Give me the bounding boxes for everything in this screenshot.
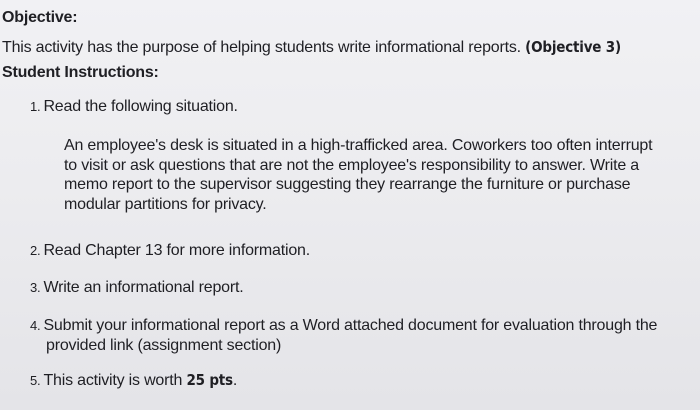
situation-line: to visit or ask questions that are not the employee's responsibility to answer. Write a [64, 156, 639, 174]
student-instructions-heading: Student Instructions: [2, 64, 159, 81]
situation-line: memo report to the supervisor suggesting they rearrange the furniture or purchase [64, 176, 631, 193]
objective-purpose-line [2, 37, 621, 58]
instruction-item-1 [30, 97, 238, 117]
item-number: 5. [30, 373, 41, 388]
situation-paragraph [64, 136, 679, 214]
points-value: 25 pts [186, 371, 233, 389]
objective-reference: (Objective 3) [525, 38, 621, 56]
item-text: Write an informational report. [43, 279, 244, 296]
item-text: Read the following situation. [43, 98, 238, 115]
instruction-item-4 [30, 316, 657, 336]
instruction-item-4-continued: provided link (assignment section) [46, 337, 282, 354]
item-number: 1. [30, 99, 41, 114]
item-end-punctuation: . [232, 372, 238, 389]
instruction-item-5 [30, 370, 237, 391]
item-text: Submit your informational report as a Word attached document for evaluation through the [43, 317, 658, 334]
situation-line: An employee's desk is situated in a high-trafficked area. Coworkers too often interrupt [64, 137, 653, 154]
item-number: 3. [30, 280, 41, 295]
instruction-item-3 [30, 278, 243, 298]
instruction-item-2 [30, 241, 310, 261]
item-text: Read Chapter 13 for more information. [43, 242, 310, 259]
situation-line: modular partitions for privacy. [64, 195, 267, 213]
item-text: This activity is worth [43, 372, 183, 389]
item-number: 4. [30, 318, 41, 333]
objective-heading: Objective: [2, 9, 78, 26]
item-number: 2. [30, 243, 41, 258]
purpose-text: This activity has the purpose of helping students write informational reports. [2, 39, 521, 56]
